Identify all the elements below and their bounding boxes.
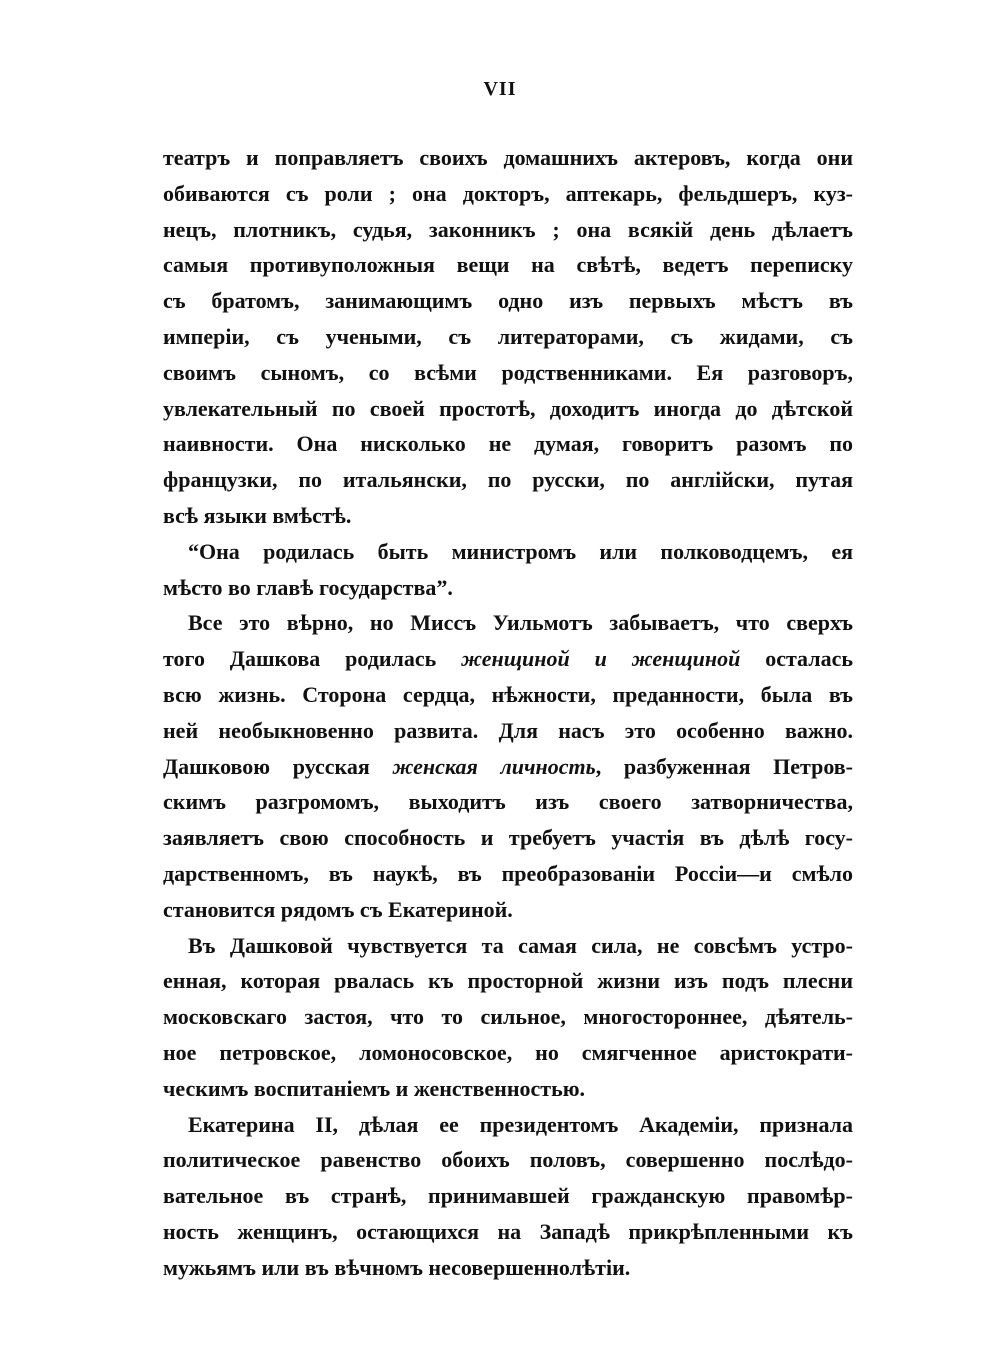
text-line: [163, 713, 853, 749]
italic-text: женщиной: [631, 646, 741, 672]
text-segment: самыя противуположныя вещи на свѣтѣ, ведетъ переписку: [163, 252, 853, 278]
text-segment: французки, по итальянски, по русски, по англійски, путая: [163, 467, 853, 493]
italic-text: женская личность: [392, 753, 596, 779]
text-line: [163, 820, 853, 856]
text-line: [163, 283, 853, 319]
text-line: [163, 247, 853, 283]
text-line: [163, 1107, 853, 1143]
text-line: [163, 677, 853, 713]
text-line: [163, 212, 853, 248]
text-line: [163, 892, 853, 928]
text-segment: имперіи, съ учеными, съ литераторами, съ жидами, съ: [163, 323, 853, 349]
text-line: [163, 856, 853, 892]
text-line: [163, 749, 853, 785]
text-line: [163, 1250, 853, 1286]
text-segment: съ братомъ, занимающимъ одно изъ первыхъ мѣстъ въ: [163, 288, 853, 314]
text-line: [163, 140, 853, 176]
text-segment: скимъ разгромомъ, выходитъ изъ своего затворничества,: [163, 789, 853, 815]
text-segment: ческимъ воспитаніемъ и женственностью.: [163, 1075, 586, 1101]
text-segment: политическое равенство обоихъ половъ, совершенно послѣдо-: [163, 1147, 853, 1173]
text-segment: увлекательный по своей простотѣ, доходитъ иногда до дѣтской: [163, 395, 853, 421]
text-line: [163, 1214, 853, 1250]
text-segment: ное петровское, ломоносовское, но смягченное аристократи-: [163, 1039, 853, 1065]
text-segment: мѣсто во главѣ государства”.: [163, 574, 453, 600]
text-line: [163, 1071, 853, 1107]
text-segment: , разбуженная Петров-: [595, 753, 853, 779]
text-line: [163, 570, 853, 606]
text-segment: “Она родилась быть министромъ или полководцемъ, ея: [188, 538, 853, 564]
text-line: [163, 498, 853, 534]
text-line: [163, 534, 853, 570]
text-segment: своимъ сыномъ, со всѣми родственниками. Ея разговоръ,: [163, 359, 853, 385]
italic-text: женщиной: [461, 646, 570, 672]
text-segment: ность женщинъ, остающихся на Западѣ прикрѣпленными къ: [163, 1218, 853, 1244]
text-segment: заявляетъ свою способность и требуетъ участія въ дѣлѣ госу-: [163, 825, 853, 851]
text-segment: осталась: [740, 646, 853, 672]
text-segment: дарственномъ, въ наукѣ, въ преобразованіи Россіи—и смѣло: [163, 860, 853, 886]
text-line: [163, 462, 853, 498]
text-line: [163, 391, 853, 427]
text-line: [163, 319, 853, 355]
text-segment: наивности. Она нисколько не думая, говоритъ разомъ по: [163, 431, 853, 457]
text-line: [163, 176, 853, 212]
text-line: [163, 605, 853, 641]
text-segment: Въ Дашковой чувствуется та самая сила, не совсѣмъ устро-: [188, 932, 853, 958]
text-segment: енная, которая рвалась къ просторной жизни изъ подъ плесни: [163, 968, 853, 994]
text-line: [163, 641, 853, 677]
text-segment: становится рядомъ съ Екатериной.: [163, 896, 513, 922]
text-segment: всѣ языки вмѣстѣ.: [163, 502, 352, 528]
text-line: [163, 1035, 853, 1071]
text-line: [163, 426, 853, 462]
text-segment: всю жизнь. Сторона сердца, нѣжности, преданности, была въ: [163, 681, 853, 707]
text-segment: театръ и поправляетъ своихъ домашнихъ актеровъ, когда они: [163, 145, 853, 170]
text-line: [163, 928, 853, 964]
text-segment: мужьямъ или въ вѣчномъ несовершеннолѣтіи.: [163, 1254, 631, 1280]
text-line: [163, 1178, 853, 1214]
text-line: [163, 963, 853, 999]
text-segment: Дашковою русская: [163, 753, 393, 779]
page-number: VII: [483, 78, 517, 100]
text-line: [163, 355, 853, 391]
text-line: [163, 1142, 853, 1178]
text-segment: нецъ, плотникъ, судья, законникъ ; она всякій день дѣлаетъ: [163, 216, 853, 242]
text-segment: вательное въ странѣ, принимавшей гражданскую правомѣр-: [163, 1183, 853, 1209]
text-line: [163, 784, 853, 820]
text-segment: обиваются съ роли ; она докторъ, аптекарь, фельдшеръ, куз-: [163, 180, 853, 206]
italic-text: и: [569, 646, 632, 672]
page-body-text: [163, 140, 853, 1286]
text-segment: того Дашкова родилась: [163, 646, 462, 672]
text-segment: Все это вѣрно, но Миссъ Уильмотъ забываетъ, что сверхъ: [188, 610, 853, 636]
text-segment: московскаго застоя, что то сильное, многостороннее, дѣятель-: [163, 1004, 853, 1030]
text-segment: Екатерина II, дѣлая ее президентомъ Академіи, признала: [188, 1111, 853, 1137]
text-line: [163, 999, 853, 1035]
text-segment: ней необыкновенно развита. Для насъ это особенно важно.: [163, 717, 853, 743]
